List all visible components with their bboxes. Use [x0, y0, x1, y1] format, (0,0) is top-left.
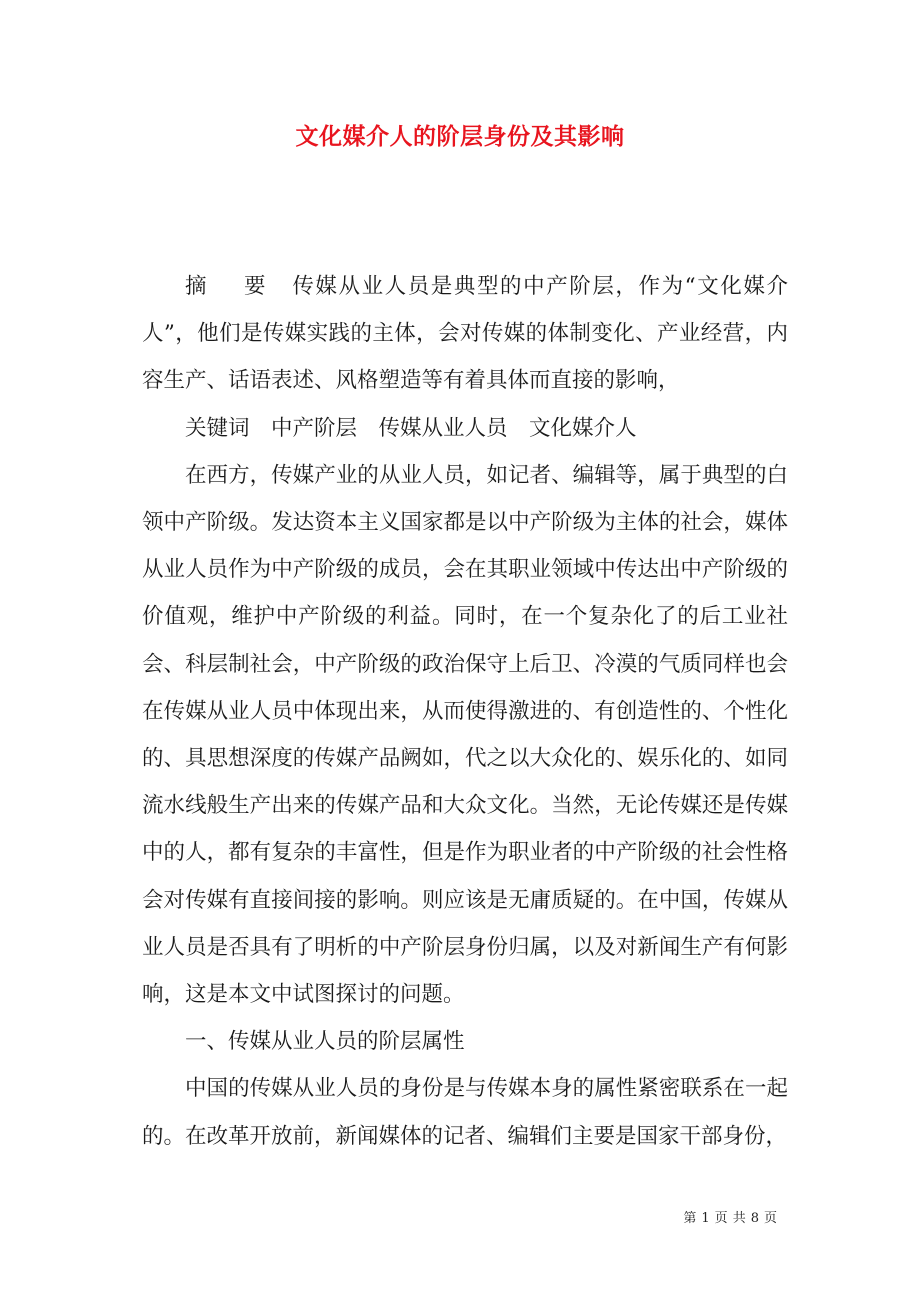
document-title: 文化媒介人的阶层身份及其影响 [295, 123, 625, 150]
keyword-item: 文化媒介人 [529, 415, 637, 441]
abstract-label-1: 摘 [185, 274, 209, 299]
abstract-paragraph [142, 263, 788, 405]
footer-page-word: 页 [714, 1211, 729, 1226]
keyword-item: 中产阶层 [271, 415, 358, 441]
body-paragraph: 中国的传媒从业人员的身份是与传媒本身的属性紧密联系在一起的。在改革开放前，新闻媒体的记者、编辑们主要是国家干部身份， [142, 1076, 788, 1149]
keyword-item: 传媒从业人员 [378, 415, 508, 441]
keywords-label: 关键词 [185, 415, 250, 441]
footer-prefix: 第 [683, 1211, 698, 1226]
page-footer [681, 1207, 780, 1226]
document-body [142, 263, 788, 1160]
keywords-paragraph [142, 405, 788, 452]
abstract-text: 传媒从业人员是典型的中产阶层，作为“文化媒介人”，他们是传媒实践的主体，会对传媒的体制变化、产业经营，内容生产、话语表述、风格塑造等有着具体而直接的影响， [142, 274, 788, 394]
body-paragraph: 在西方，传媒产业的从业人员，如记者、编辑等，属于典型的白领中产阶级。发达资本主义国家都是以中产阶级为主体的社会，媒体从业人员作为中产阶级的成员，会在其职业领域中传达出中产阶级的价值观，维护中产阶级的利益。同时，在一个复杂化了的后工业社会、科层制社会，中产阶级的政治保守上后卫、冷漠的气质同样也会在传媒从业人员中体现出来，从而使得激进的、有创造性的、个性化的、具思想深度的传媒产品阙如，代之以大众化的、娱乐化的、如同流水线般生产出来的传媒产品和大众文化。当然，无论传媒还是传媒中的人，都有复杂的丰富性，但是作为职业者的中产阶级的社会性格会对传媒有直接间接的影响。则应该是无庸质疑的。在中国，传媒从业人员是否具有了明析的中产阶层身份归属，以及对新闻生产有何影响，这是本文中试图探讨的问题。 [142, 462, 788, 1008]
footer-current-page: 1 [701, 1211, 711, 1226]
footer-total-pages: 8 [750, 1211, 760, 1226]
footer-suffix: 页 [763, 1211, 778, 1226]
footer-total-word: 共 [732, 1211, 747, 1226]
abstract-label-2: 要 [242, 274, 268, 299]
section-heading: 一、传媒从业人员的阶层属性 [185, 1029, 465, 1055]
